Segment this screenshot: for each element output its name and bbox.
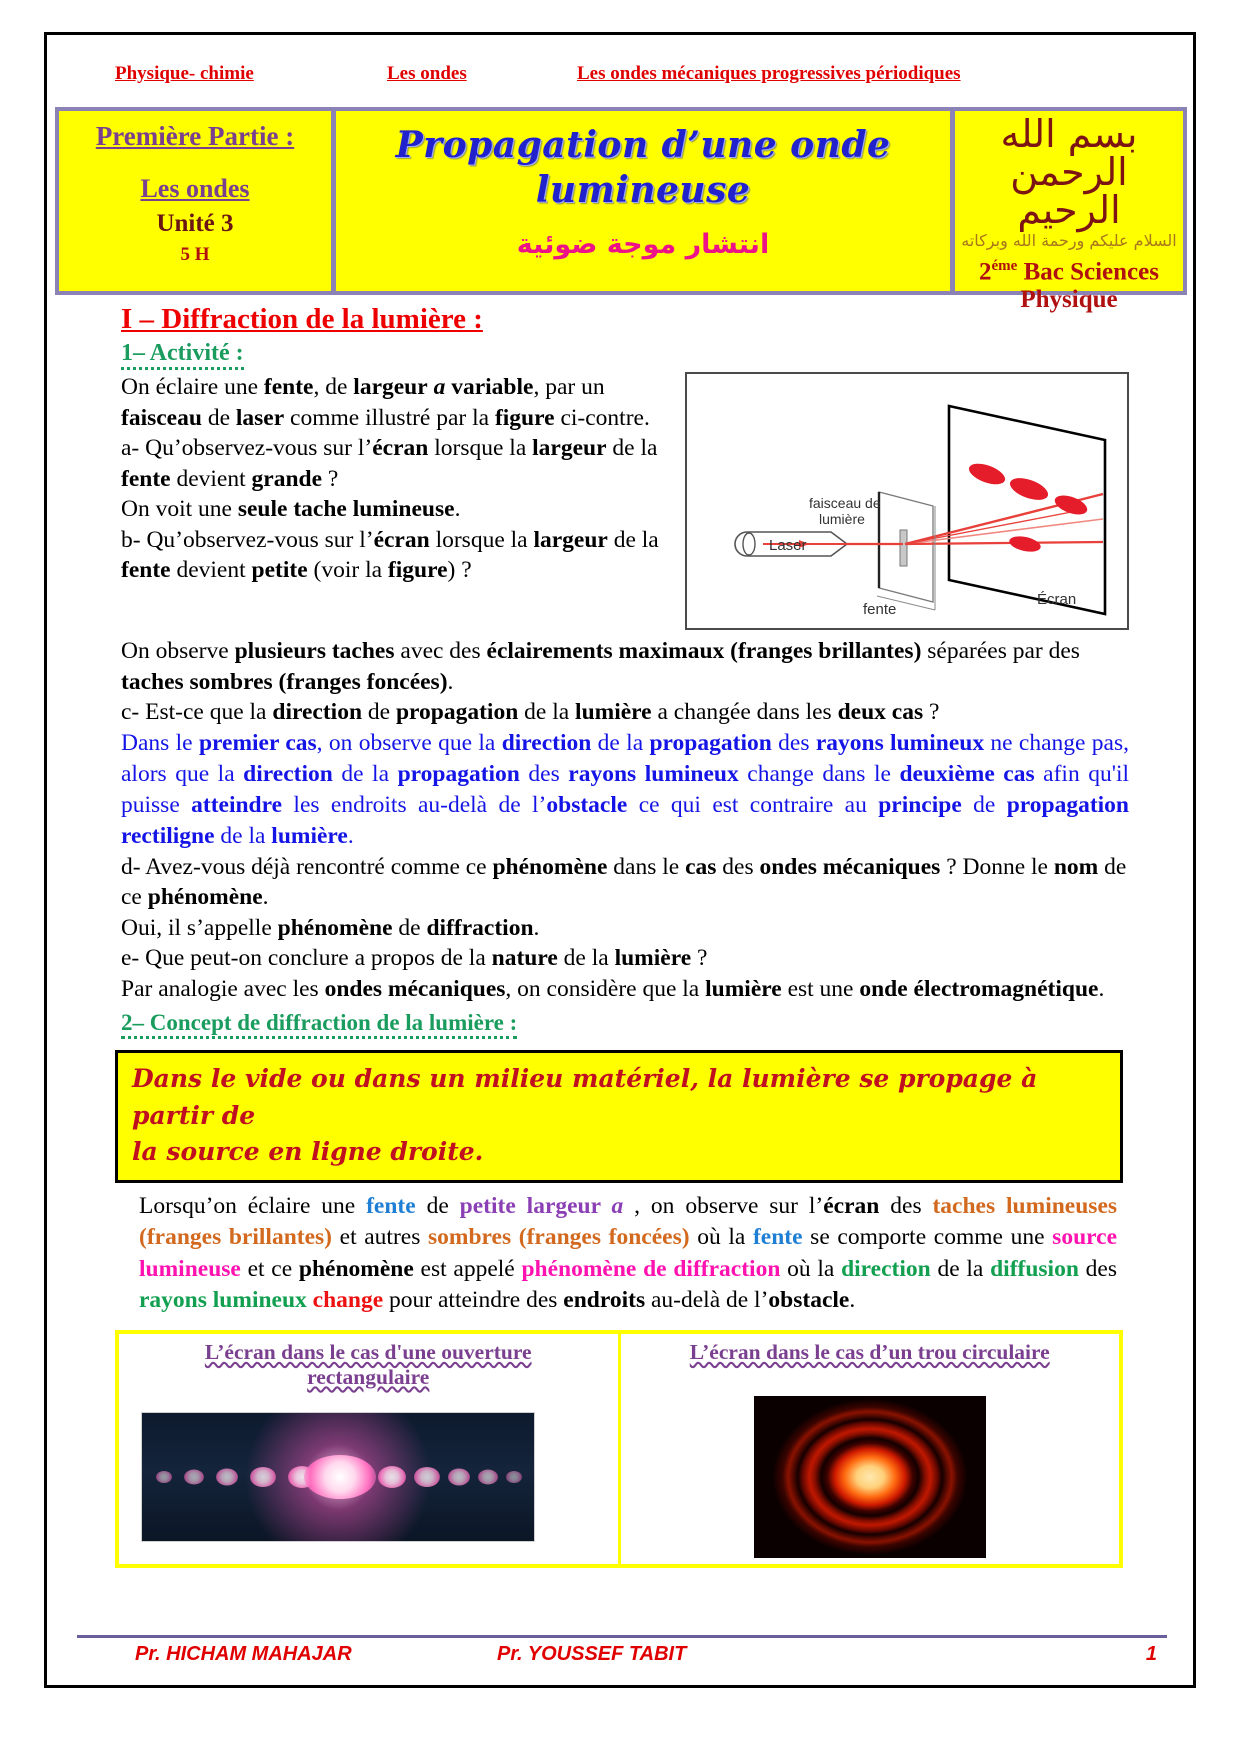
page-footer [77, 1635, 1167, 1669]
banner-hours: 5 H [180, 244, 210, 265]
answer-a: On voit une seule tache lumineuse. [121, 496, 461, 523]
diffraction-photos-panel [115, 1330, 1123, 1568]
footer-author-1: Pr. HICHAM MAHAJAR [135, 1643, 352, 1665]
banner-level-cell [955, 111, 1183, 314]
main-content [109, 303, 1129, 1568]
panel-right-caption: L’écran dans le cas d’un trou circulaire [689, 1340, 1050, 1365]
panel-circular [621, 1334, 1120, 1564]
footer-divider [77, 1635, 1167, 1638]
question-a: a- Qu’observez-vous sur l’écran lorsque la largeur de la fente devient grande ? [121, 435, 658, 492]
subsection-concept: 2– Concept de diffraction de la lumière : [121, 1010, 517, 1039]
banner-part-sub: Les ondes [140, 174, 250, 203]
answer-b: On observe plusieurs taches avec des éclairements maximaux (franges brillantes) séparées par des taches sombres (franges foncées). [121, 638, 1080, 695]
diffraction-setup-figure [685, 372, 1129, 630]
rectangular-slit-photo [141, 1412, 535, 1542]
svg-text:fente: fente [863, 601, 897, 618]
runhead-chapter: Les ondes [387, 63, 467, 84]
banner-unit: Unité 3 [156, 210, 234, 237]
rule-line1: Dans le vide ou dans un milieu matériel, la lumière se propage à partir de [132, 1064, 1038, 1130]
banner-title-french [336, 123, 950, 213]
banner-title-line2: lumineuse [535, 169, 751, 211]
header-banner [55, 107, 1187, 314]
footer-page-number: 1 [1145, 1643, 1157, 1665]
banner-title-line1: Propagation d’une onde [395, 124, 891, 166]
banner-level-line1 [955, 258, 1183, 286]
question-b: b- Qu’observez-vous sur l’écran lorsque la largeur de la fente devient petite (voir la figure) ? [121, 526, 659, 584]
paragraph-intro: On éclaire une fente, de largeur a variable, par un faisceau de laser comme illustré par la figure ci-contre. [121, 374, 650, 431]
answer-c: Dans le premier cas, on observe que la direction de la propagation des rayons lumineux ne change pas, alors que la direction de la propagation des rayons lumineux change dans le deuxième cas afin qu'il puisse atteindre les endroits au-delà de l’obstacle ce qui est contraire au principe de propagation rectiligne de la lumière. [121, 729, 1130, 849]
banner-level-line2: Physique [1020, 286, 1118, 314]
panel-left-caption-line2: rectangulaire [307, 1364, 430, 1389]
runhead-topic: Les ondes mécaniques progressives périodiques [577, 63, 961, 84]
panel-left-caption-line1: L’écran dans le cas d'une ouverture [204, 1340, 532, 1365]
banner-part-label: Première Partie : [95, 121, 295, 151]
banner-level-rest: Bac Sciences [1017, 258, 1159, 286]
salam-calligraphy: السلام عليكم ورحمة الله وبركاته [961, 231, 1177, 250]
basmala-calligraphy: بسم الله الرحمن الرحيم [1000, 112, 1138, 232]
rule-highlight-box [115, 1050, 1123, 1183]
diffraction-setup-svg [687, 374, 1127, 628]
svg-text:Laser: Laser [769, 537, 807, 554]
answer-d: Oui, il s’appelle phénomène de diffraction. [121, 914, 540, 941]
svg-text:faisceau de: faisceau de [809, 495, 881, 511]
concept-paragraph: Lorsqu’on éclaire une fente de petite largeur a , on observe sur l’écran des taches lumineuses (franges brillantes) et autres sombres (franges foncées) où la fente se comporte comme une source lumineuse et ce phénomène est appelé phénomène de diffraction où la direction de la diffusion des rayons lumineux change pour atteindre des endroits au-delà de l’obstacle. [139, 1193, 1118, 1313]
subsection-activite: 1– Activité : [121, 340, 244, 370]
rule-line2: la source en ligne droite. [132, 1136, 484, 1166]
banner-title-arabic: انتشار موجة ضوئية [516, 229, 770, 260]
banner-level-number: 2 [979, 258, 992, 286]
panel-rectangular [119, 1334, 621, 1564]
panel-left-caption [125, 1340, 612, 1389]
runhead-subject: Physique- chimie [115, 63, 254, 84]
footer-author-2: Pr. YOUSSEF TABIT [497, 1643, 687, 1665]
banner-title-cell [336, 111, 950, 291]
svg-text:Écran: Écran [1037, 591, 1077, 608]
page-title: I – Diffraction de la lumière : [121, 303, 483, 335]
page-frame [44, 32, 1196, 1688]
banner-level-suffix: éme [991, 258, 1018, 274]
question-d: d- Avez-vous déjà rencontré comme ce phénomène dans le cas des ondes mécaniques ? Donne le nom de ce phénomène. [121, 853, 1127, 911]
question-c: c- Est-ce que la direction de propagation de la lumière a changée dans les deux cas ? [121, 699, 940, 726]
banner-part-cell [59, 111, 331, 291]
circular-hole-photo [754, 1396, 986, 1558]
running-head [77, 63, 1165, 97]
answer-e: Par analogie avec les ondes mécaniques, on considère que la lumière est une onde électromagnétique. [121, 975, 1105, 1002]
svg-text:lumière: lumière [819, 511, 865, 527]
question-e: e- Que peut-on conclure a propos de la nature de la lumière ? [121, 945, 708, 972]
